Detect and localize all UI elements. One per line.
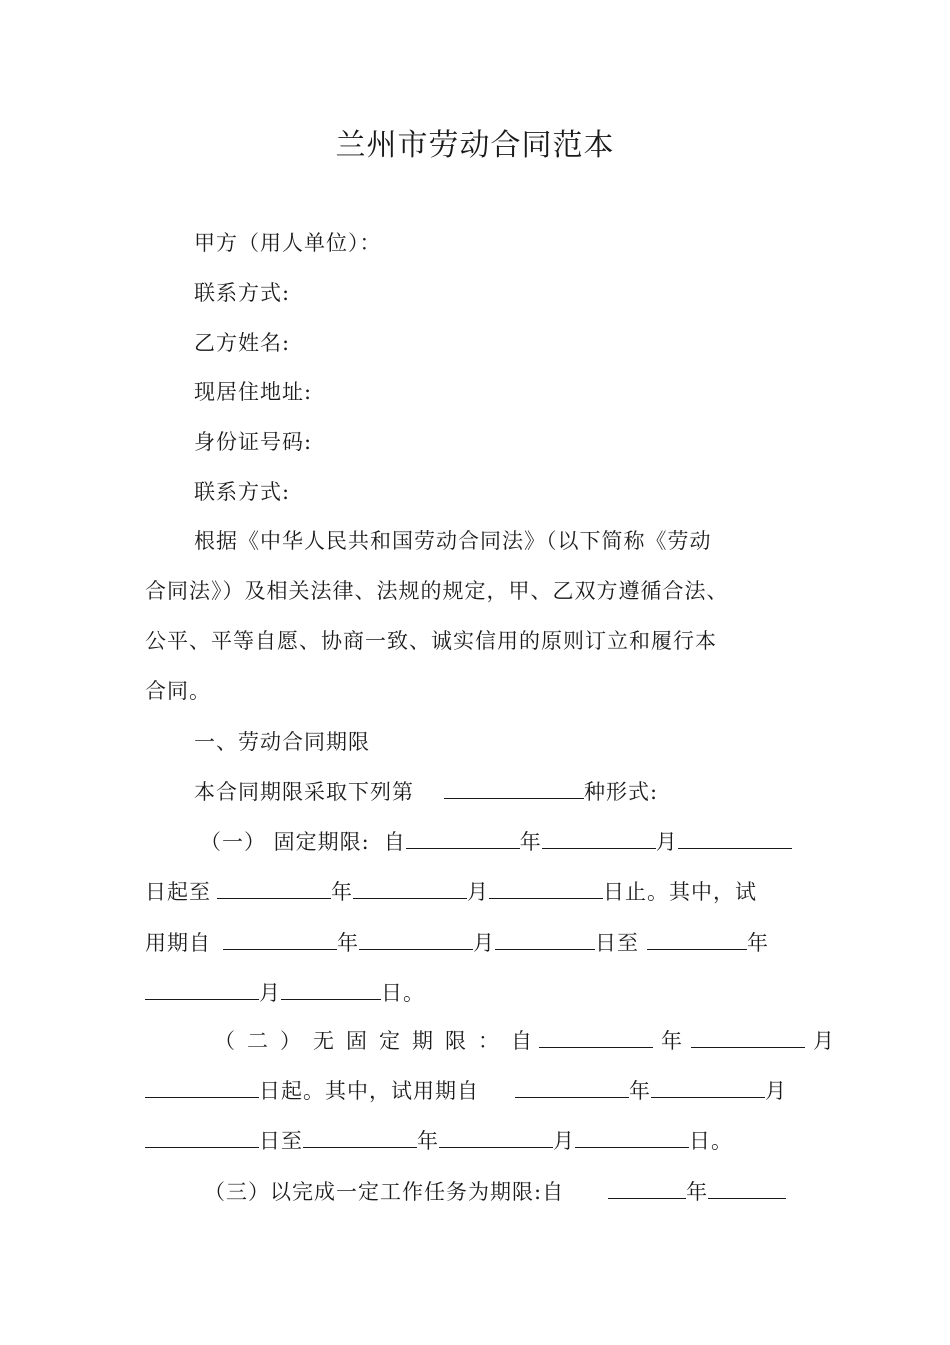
day-period-text: 日。: [689, 1129, 733, 1153]
open-probation-day-blank[interactable]: [145, 1125, 259, 1148]
preamble-line-2: 合同法》）及相关法律、法规的规定，甲、乙双方遵循合法、: [145, 579, 729, 603]
task-start-month-blank[interactable]: [708, 1176, 786, 1199]
open-probation-year-blank[interactable]: [515, 1075, 629, 1098]
month-text: 月: [473, 931, 495, 955]
month-text: 月: [655, 830, 678, 854]
year-text: 年: [661, 1029, 683, 1053]
open-probation-end-month-blank[interactable]: [439, 1125, 553, 1148]
year-text: 年: [417, 1129, 439, 1153]
open-probation-end-year-blank[interactable]: [303, 1125, 417, 1148]
probation-text: 用期自: [145, 931, 211, 955]
month-text: 月: [259, 981, 281, 1005]
fixed-term-line-1: [200, 826, 870, 857]
day-period-text: 日。: [381, 981, 425, 1005]
fixed-start-day-blank[interactable]: [678, 826, 792, 849]
fixed-term-line-4: [145, 977, 815, 1008]
open-term-line-3: [145, 1125, 815, 1156]
fixed-term-line-3: [145, 927, 815, 958]
day-end-text: 日止。其中，试: [603, 880, 757, 904]
probation-start-day-blank[interactable]: [495, 927, 595, 950]
open-from-text: 自: [511, 1029, 533, 1053]
open-term-label: （二）无固定期限：: [214, 1029, 511, 1053]
preamble-line-3: 公平、平等自愿、协商一致、诚实信用的原则订立和履行本: [145, 629, 717, 653]
month-text: 月: [553, 1129, 575, 1153]
address-field: 现居住地址:: [194, 380, 313, 404]
probation-start-month-blank[interactable]: [359, 927, 473, 950]
task-start-year-blank[interactable]: [608, 1176, 686, 1199]
open-probation-month-blank[interactable]: [651, 1075, 765, 1098]
open-term-line-1: [214, 1025, 884, 1056]
term-form-blank[interactable]: [444, 776, 584, 799]
fixed-start-month-blank[interactable]: [542, 826, 656, 849]
year-text: 年: [331, 880, 353, 904]
fixed-end-month-blank[interactable]: [353, 876, 467, 899]
party-b-name-field: 乙方姓名:: [194, 331, 291, 355]
month-text: 月: [467, 880, 489, 904]
probation-end-year-blank[interactable]: [647, 927, 747, 950]
year-text: 年: [337, 931, 359, 955]
term-form-line: [194, 776, 864, 807]
fixed-start-year-blank[interactable]: [406, 826, 520, 849]
day-from-text: 日起至: [145, 880, 211, 904]
year-text: 年: [519, 830, 542, 854]
month-text: 月: [813, 1029, 835, 1053]
id-number-field: 身份证号码:: [194, 430, 313, 454]
open-start-year-blank[interactable]: [539, 1025, 653, 1048]
year-text: 年: [686, 1180, 709, 1204]
fixed-term-label: （一） 固定期限:: [200, 830, 370, 854]
preamble-line-4: 合同。: [145, 679, 211, 703]
term-form-text: 本合同期限采取下列第: [194, 780, 414, 804]
to-text: 日至: [259, 1129, 303, 1153]
fixed-from-text: 自: [383, 830, 406, 854]
document-title: 兰州市劳动合同范本: [335, 128, 615, 163]
year-text: 年: [747, 931, 769, 955]
probation-end-day-blank[interactable]: [281, 977, 381, 1000]
month-text: 月: [765, 1079, 787, 1103]
probation-end-month-blank[interactable]: [145, 977, 259, 1000]
to-text: 日至: [595, 931, 639, 955]
fixed-end-day-blank[interactable]: [489, 876, 603, 899]
fixed-term-line-2: [145, 876, 815, 907]
probation-start-year-blank[interactable]: [223, 927, 337, 950]
party-a-field: 甲方（用人单位）：: [194, 231, 382, 255]
preamble-line-1: 根据《中华人民共和国劳动合同法》（以下简称《劳动: [194, 529, 712, 553]
section-heading: 一、劳动合同期限: [194, 730, 370, 754]
party-a-contact-field: 联系方式:: [194, 281, 291, 305]
task-term-line-1: [204, 1176, 874, 1207]
task-from-text: 自: [542, 1180, 565, 1204]
year-text: 年: [629, 1079, 651, 1103]
open-probation-end-day-blank[interactable]: [575, 1125, 689, 1148]
party-b-contact-field: 联系方式:: [194, 480, 291, 504]
open-term-line-2: [145, 1075, 815, 1106]
open-start-day-blank[interactable]: [145, 1075, 259, 1098]
task-term-label: （三）以完成一定工作任务为期限:: [204, 1180, 543, 1204]
fixed-end-year-blank[interactable]: [217, 876, 331, 899]
term-form-suffix: 种形式:: [584, 780, 659, 804]
open-day-from-text: 日起。其中，试用期自: [259, 1079, 479, 1103]
open-start-month-blank[interactable]: [691, 1025, 805, 1048]
